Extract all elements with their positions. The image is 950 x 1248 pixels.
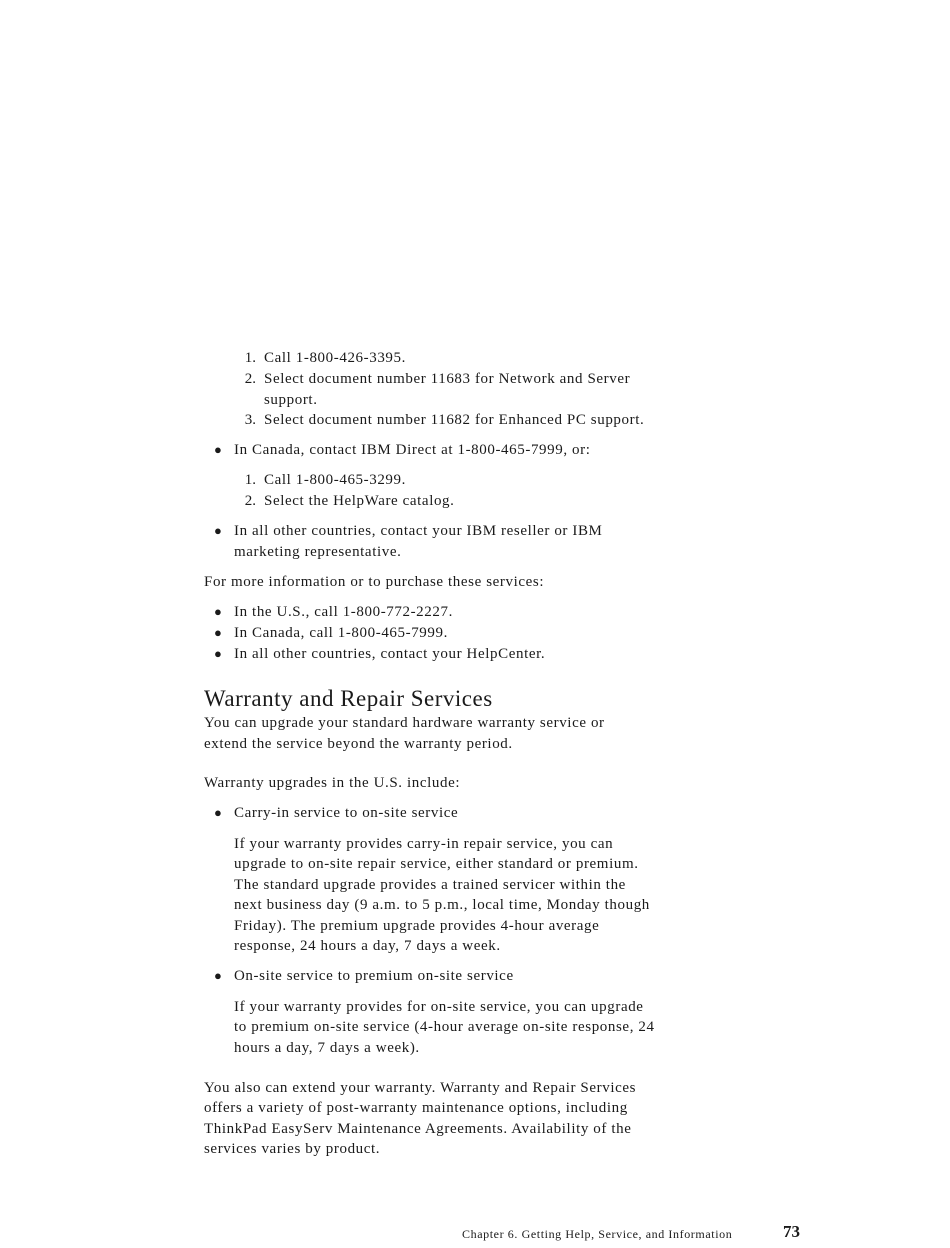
- paragraph: services varies by product.: [204, 1141, 381, 1157]
- bullet-item-title: Carry-in service to on-site service: [234, 805, 459, 821]
- list-item: Select document number 11682 for Enhanced PC support.: [264, 412, 645, 428]
- list-number: 3.: [244, 412, 256, 428]
- paragraph: Warranty upgrades in the U.S. include:: [204, 775, 461, 791]
- list-number: 1.: [244, 350, 256, 366]
- bullet-item-continuation: marketing representative.: [234, 544, 402, 560]
- paragraph: extend the service beyond the warranty period.: [204, 736, 513, 752]
- paragraph: ThinkPad EasyServ Maintenance Agreements. Availability of the: [204, 1121, 632, 1137]
- bullet-item-title: On-site service to premium on-site service: [234, 968, 514, 984]
- bullet-item: In Canada, call 1-800-465-7999.: [234, 625, 448, 641]
- bullet-item-description: If your warranty provides for on-site service, you can upgrade: [234, 999, 644, 1015]
- list-item-continuation: support.: [264, 392, 318, 408]
- bullet-item-other-countries: In all other countries, contact your IBM reseller or IBM: [234, 523, 603, 539]
- bullet-item-description: hours a day, 7 days a week).: [234, 1040, 420, 1056]
- bullet-item-description: The standard upgrade provides a trained servicer within the: [234, 877, 626, 893]
- paragraph: For more information or to purchase these services:: [204, 574, 545, 590]
- list-item: Select document number 11683 for Network and Server: [264, 371, 631, 387]
- bullet-item: In all other countries, contact your HelpCenter.: [234, 646, 546, 662]
- bullet-icon: ●: [214, 646, 222, 661]
- paragraph: You also can extend your warranty. Warranty and Repair Services: [204, 1080, 637, 1096]
- bullet-icon: ●: [214, 442, 222, 457]
- bullet-icon: ●: [214, 604, 222, 619]
- bullet-icon: ●: [214, 523, 222, 538]
- bullet-item-description: If your warranty provides carry-in repair service, you can: [234, 836, 614, 852]
- bullet-item: In the U.S., call 1-800-772-2227.: [234, 604, 453, 620]
- list-number: 2.: [244, 371, 256, 387]
- list-number: 2.: [244, 493, 256, 509]
- bullet-icon: ●: [214, 805, 222, 820]
- list-number: 1.: [244, 472, 256, 488]
- bullet-item-description: to premium on-site service (4-hour average on-site response, 24: [234, 1019, 655, 1035]
- bullet-item-description: response, 24 hours a day, 7 days a week.: [234, 938, 501, 954]
- bullet-icon: ●: [214, 968, 222, 983]
- list-item: Select the HelpWare catalog.: [264, 493, 455, 509]
- list-item: Call 1-800-426-3395.: [264, 350, 406, 366]
- footer-chapter-title: Chapter 6. Getting Help, Service, and Information: [462, 1227, 733, 1241]
- bullet-item-canada: In Canada, contact IBM Direct at 1-800-465-7999, or:: [234, 442, 591, 458]
- bullet-item-description: upgrade to on-site repair service, either standard or premium.: [234, 856, 639, 872]
- page-number: 73: [783, 1222, 800, 1241]
- bullet-icon: ●: [214, 625, 222, 640]
- list-item: Call 1-800-465-3299.: [264, 472, 406, 488]
- paragraph: You can upgrade your standard hardware warranty service or: [204, 715, 605, 731]
- section-heading: Warranty and Repair Services: [204, 686, 493, 711]
- paragraph: offers a variety of post-warranty maintenance options, including: [204, 1100, 628, 1116]
- bullet-item-description: Friday). The premium upgrade provides 4-hour average: [234, 918, 600, 934]
- bullet-item-description: next business day (9 a.m. to 5 p.m., local time, Monday though: [234, 897, 650, 913]
